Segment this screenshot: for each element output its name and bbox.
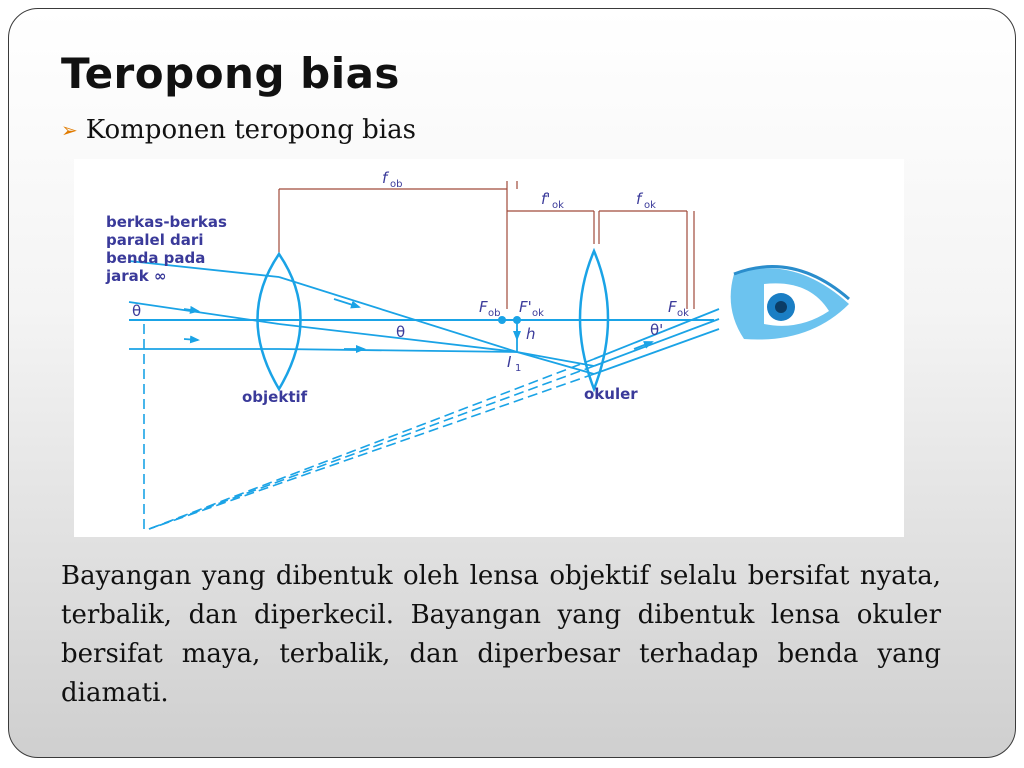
image-i-sub: 1	[515, 363, 522, 374]
bullet-item	[61, 115, 416, 145]
f-ok-prime-sub: ok	[552, 200, 564, 211]
focal-point-ok	[513, 316, 521, 324]
source-label-1: berkas-berkas	[106, 213, 227, 231]
source-label-3: benda pada	[106, 249, 206, 267]
light-rays	[129, 261, 719, 374]
ocular-label: okuler	[584, 385, 638, 403]
eye-icon	[731, 267, 849, 340]
slide-title: Teropong bias	[61, 49, 400, 98]
point-f-ob: F	[479, 298, 488, 316]
point-f-ok-prime-sub: ok	[532, 308, 544, 319]
bullet-text: Komponen teropong bias	[85, 115, 416, 145]
f-ob-sub: ob	[390, 179, 403, 190]
point-f-ok-prime: F'	[519, 298, 532, 316]
objective-label: objektif	[242, 388, 308, 406]
theta-mid-label: θ	[396, 323, 406, 341]
theta-eye-label: θ'	[650, 321, 664, 339]
point-f-ok: F	[668, 298, 677, 316]
f-ok-label: f	[636, 190, 642, 208]
point-f-ob-sub: ob	[488, 308, 501, 319]
source-label-4: jarak ∞	[106, 267, 167, 285]
dimension-lines	[279, 181, 694, 309]
f-ok-prime-label: f'	[541, 190, 551, 208]
point-f-ok-sub: ok	[677, 308, 689, 319]
source-label-2: paralel dari	[106, 231, 204, 249]
height-h-label: h	[526, 325, 536, 343]
theta-left-label: θ	[132, 302, 142, 320]
slide-caption: Bayangan yang dibentuk oleh lensa objektif selalu bersifat nyata, terbalik, dan diperkecil. Bayangan yang dibentuk lensa okuler bersifat maya, terbalik, dan diperbesar terhadap benda yang diamati.	[61, 561, 941, 708]
f-ok-sub: ok	[644, 200, 656, 211]
telescope-diagram	[74, 159, 904, 537]
slide	[8, 8, 1016, 758]
image-i-label: I	[507, 353, 512, 371]
arrow-bullet-icon: ➢	[61, 118, 78, 142]
diagram-svg	[74, 159, 904, 537]
f-ob-label: f	[382, 169, 388, 187]
